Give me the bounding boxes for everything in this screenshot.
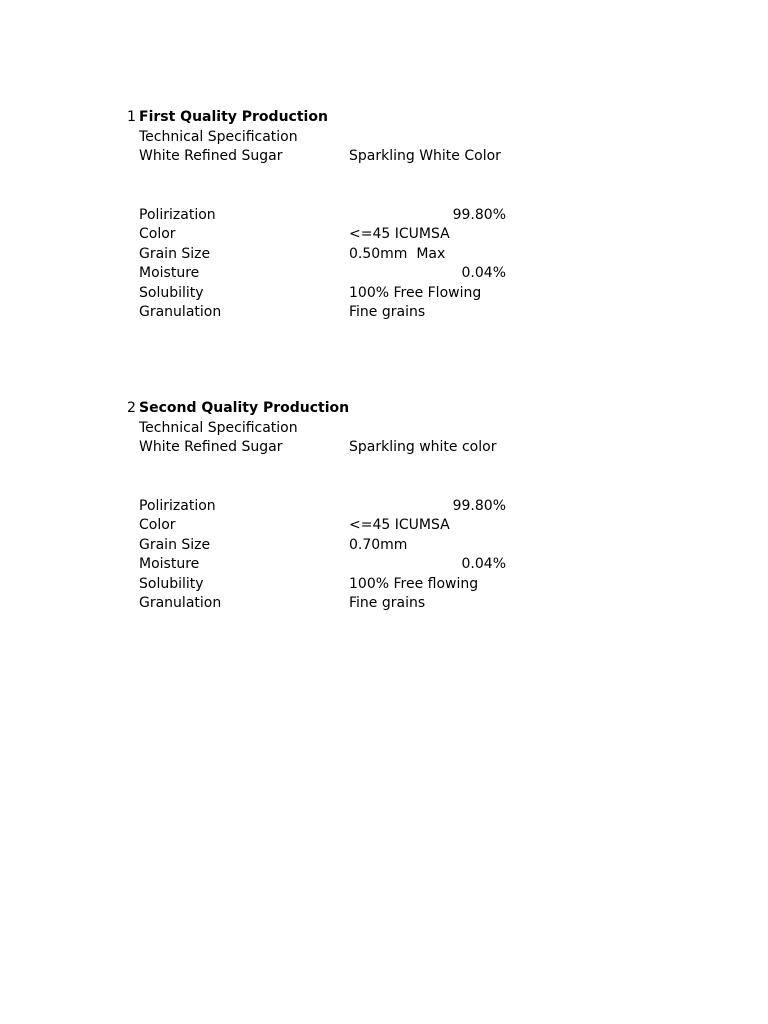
- spec-row-granulation: [0, 594, 768, 614]
- section-number: 1: [127, 109, 136, 125]
- section-title: Second Quality Production: [139, 400, 350, 416]
- spec-label: Solubility: [139, 575, 204, 592]
- section-subtitle-row: [0, 128, 768, 148]
- spec-value: 99.80%: [452, 497, 506, 514]
- spec-label: Granulation: [139, 304, 222, 320]
- spacer: [0, 458, 768, 497]
- spec-row-grain-size: [0, 245, 768, 265]
- spec-value: <=45 ICUMSA: [349, 226, 450, 242]
- spec-label: Color: [139, 226, 176, 242]
- spec-row-color: [0, 516, 768, 536]
- spec-label: Grain Size: [139, 245, 211, 262]
- spec-value: 100% Free Flowing: [349, 284, 482, 301]
- spec-section-second-quality: [0, 399, 768, 614]
- product-value: Sparkling White Color: [349, 148, 501, 164]
- spec-value: 0.50mm Max: [349, 245, 446, 262]
- spec-label: Moisture: [139, 556, 200, 572]
- spec-row-granulation: [0, 303, 768, 323]
- product-row: [0, 147, 768, 167]
- spec-label: Grain Size: [139, 536, 211, 553]
- spec-label: Solubility: [139, 284, 204, 301]
- section-subtitle: Technical Specification: [139, 419, 298, 436]
- section-heading-row: [0, 108, 768, 128]
- section-title: First Quality Production: [139, 109, 328, 125]
- spec-label: Granulation: [139, 595, 222, 611]
- spec-value: 99.80%: [452, 206, 506, 223]
- spec-label: Polirization: [139, 497, 216, 514]
- product-row: [0, 438, 768, 458]
- spec-value: 0.04%: [461, 265, 506, 281]
- spacer: [0, 167, 768, 206]
- spec-label: Moisture: [139, 265, 200, 281]
- product-value: Sparkling white color: [349, 439, 497, 455]
- spec-value: <=45 ICUMSA: [349, 517, 450, 533]
- spec-row-moisture: [0, 264, 768, 284]
- product-label: White Refined Sugar: [139, 439, 283, 455]
- spec-label: Polirization: [139, 206, 216, 223]
- spec-label: Color: [139, 517, 176, 533]
- spec-section-first-quality: [0, 108, 768, 323]
- spec-row-polirization: [0, 206, 768, 226]
- section-heading-row: [0, 399, 768, 419]
- spec-value: Fine grains: [349, 304, 426, 320]
- spec-row-polirization: [0, 497, 768, 517]
- spec-value: 100% Free flowing: [349, 575, 479, 592]
- spec-value: 0.70mm: [349, 536, 408, 553]
- spec-row-solubility: [0, 284, 768, 304]
- spec-row-solubility: [0, 575, 768, 595]
- product-label: White Refined Sugar: [139, 148, 283, 164]
- spec-value: Fine grains: [349, 595, 426, 611]
- section-subtitle-row: [0, 419, 768, 439]
- spec-row-color: [0, 225, 768, 245]
- spec-value: 0.04%: [461, 556, 506, 572]
- section-subtitle: Technical Specification: [139, 128, 298, 145]
- spec-row-grain-size: [0, 536, 768, 556]
- section-number: 2: [127, 400, 136, 416]
- spec-row-moisture: [0, 555, 768, 575]
